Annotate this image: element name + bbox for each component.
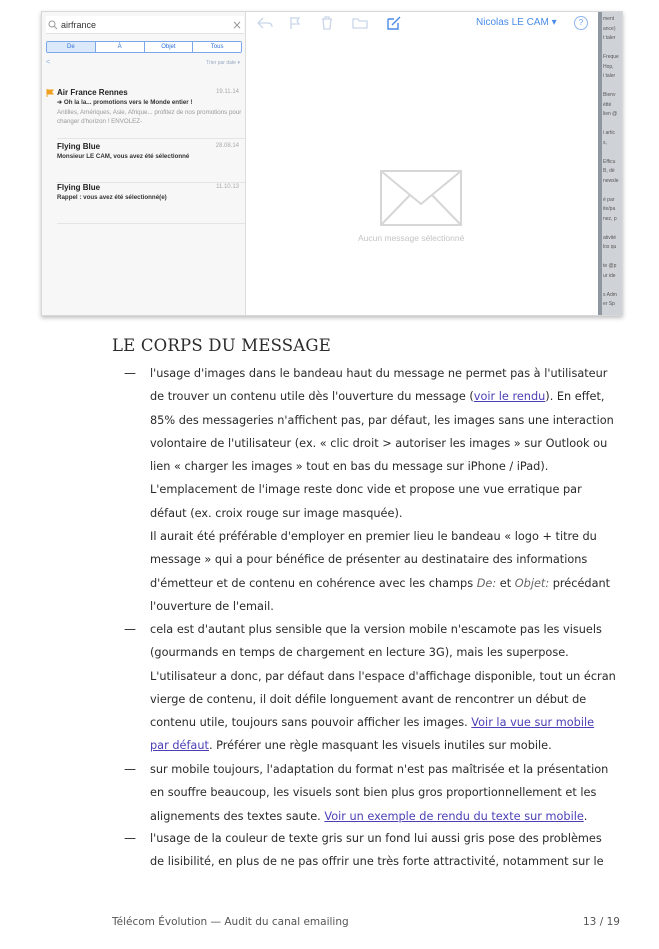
strip-text-line: é par — [603, 196, 615, 203]
strip-text-line: Bienv — [603, 92, 616, 98]
search-icon — [48, 20, 58, 30]
sort-row — [46, 59, 242, 69]
reply-icon[interactable] — [256, 16, 274, 30]
mobile-view-link-continued[interactable]: par défaut — [150, 739, 209, 753]
bullet-dash: — — [124, 622, 136, 636]
text-line: vierge de contenu, il doit défile longuement avant de rencontrer un début de — [150, 692, 587, 706]
search-field[interactable] — [46, 16, 244, 34]
field-objet: Objet: — [514, 576, 550, 590]
text-line: en souffre beaucoup, les visuels sont bien plus gros proportionnellement et les — [150, 786, 597, 800]
scope-tab-a[interactable]: À — [96, 42, 145, 52]
bullet-text — [150, 618, 622, 758]
strip-text-line: ite/pa — [603, 206, 616, 212]
strip-text-line: i taler — [603, 73, 616, 79]
text-span: précédant — [549, 576, 611, 590]
strip-text-line: newsle — [603, 177, 619, 184]
mobile-view-link[interactable]: Voir la vue sur mobile — [471, 716, 595, 730]
text-line: 85% des messageries n'affichent pas, par défaut, les images sans une interaction — [150, 413, 614, 427]
text-span: . Préférer une règle masquant les visuels inutiles sur mobile. — [208, 739, 552, 753]
text-line: l'usage d'images dans le bandeau haut du message ne permet pas à l'utilisateur — [150, 367, 608, 380]
bullet-dash: — — [124, 762, 136, 776]
list-item[interactable] — [42, 183, 245, 223]
footer-title: Télécom Évolution — Audit du canal emailing — [112, 916, 349, 928]
text-line: défaut (ex. croix rouge sur image masquée). — [150, 506, 403, 520]
strip-text-line: Freque — [603, 54, 619, 60]
message-date: 11.10.13 — [216, 184, 239, 190]
list-item[interactable] — [42, 142, 245, 182]
text-line: lien « charger les images » tout en bas du message sur iPhone / iPad). — [150, 460, 549, 474]
text-line — [150, 572, 622, 595]
text-line: message » qui a pour bénéfice de présenter au destinataire des informations — [150, 553, 588, 567]
bullet-text — [150, 362, 622, 618]
strip-text-line: étté — [603, 101, 612, 108]
list-item[interactable] — [42, 88, 245, 138]
strip-text-line: nez, p — [603, 215, 617, 222]
adjacent-window-strip — [598, 12, 623, 315]
strip-text-line: er Sp — [603, 301, 615, 307]
empty-state-text: Aucun message sélectionné — [358, 233, 465, 243]
strip-text-line: te @p — [603, 263, 617, 269]
strip-text-line: B, dè — [603, 168, 615, 174]
message-date: 19.11.14 — [216, 89, 239, 95]
strip-text-line: i artic — [603, 130, 615, 136]
strip-text-line: Hop, — [603, 63, 614, 70]
flag-icon — [46, 89, 54, 97]
voir-le-rendu-link[interactable]: voir le rendu — [473, 390, 546, 404]
bullet-dash: — — [124, 366, 136, 380]
strip-text-line: ur ide — [603, 272, 616, 279]
help-icon[interactable]: ? — [574, 16, 588, 30]
text-span: alignements des textes saute. — [150, 809, 325, 823]
strip-text-line: ance) — [603, 25, 616, 32]
page-number: 13 / 19 — [583, 916, 620, 928]
text-line: de lisibilité, en plus de ne pas offrir une très forte attractivité, notamment sur le — [150, 855, 604, 869]
divider — [57, 223, 245, 224]
strip-text-line: s, — [603, 139, 607, 146]
flag-toolbar-icon[interactable] — [288, 16, 302, 30]
strip-text-line: s Adm — [603, 291, 617, 298]
section-heading: LE CORPS DU MESSAGE — [112, 336, 332, 355]
mobile-text-example-link[interactable]: Voir un exemple de rendu du texte sur mobile — [324, 809, 584, 823]
strip-text-line: los qu — [603, 244, 617, 250]
text-span: contenu utile, toujours sans pouvoir afficher les images. — [150, 716, 472, 730]
text-span: d'émetteur et de contenu en cohérence avec les champs — [150, 576, 477, 590]
divider — [57, 138, 245, 139]
strip-text-line: ativité — [603, 234, 617, 241]
text-line — [150, 385, 622, 408]
text-line: l'ouverture de l'email. — [150, 599, 274, 613]
message-date: 28.08.14 — [215, 143, 239, 149]
message-list-pane — [42, 12, 246, 315]
search-scope-tabs — [46, 41, 242, 53]
text-line: volontaire de l'utilisateur (ex. « clic droit > autoriser les images » sur Outlook ou — [150, 436, 608, 450]
text-line: L'emplacement de l'image reste donc vide et propose une vue erratique par — [150, 483, 582, 497]
strip-text-line: Efficu — [603, 158, 616, 165]
strip-text-line: lien @ — [603, 111, 618, 117]
text-line: cela est d'autant plus sensible que la version mobile n'escamote pas les visuels — [150, 623, 602, 636]
text-line — [150, 711, 622, 734]
bullet-dash: — — [124, 831, 136, 845]
trash-icon[interactable] — [320, 16, 334, 30]
message-subject: ➔ Oh la la... promotions vers le Monde entier ! — [57, 99, 193, 106]
bullet-text — [150, 827, 622, 874]
envelope-icon — [380, 170, 462, 226]
message-sender: Air France Rennes — [57, 88, 128, 97]
scope-tab-objet[interactable]: Objet — [145, 42, 194, 52]
scope-tab-tous[interactable]: Tous — [193, 42, 241, 52]
strip-text-line: t taler — [603, 35, 616, 41]
text-span: . — [583, 809, 588, 823]
text-line — [150, 805, 622, 828]
text-line — [150, 734, 622, 757]
window-edge — [598, 12, 602, 315]
bullet-text — [150, 758, 622, 828]
clear-search-icon[interactable]: × — [231, 17, 243, 32]
compose-icon[interactable] — [386, 16, 402, 30]
mail-client-screenshot — [41, 11, 623, 316]
text-line: (gourmands en temps de chargement en lecture 3G), mais les superpose. — [150, 646, 569, 660]
sort-menu[interactable]: Trier par date ▾ — [206, 60, 240, 66]
account-menu[interactable]: Nicolas LE CAM ▾ — [476, 17, 557, 28]
message-subject: Monsieur LE CAM, vous avez été sélectionné — [57, 153, 190, 160]
text-span: de trouver un contenu utile dès l'ouverture du message ( — [150, 390, 474, 404]
folder-icon[interactable] — [352, 16, 368, 30]
message-preview: Antilles, Amériques, Asie, Afrique... profitez de nos promotions pour changer d'horizon ! ENVOLEZ- — [57, 109, 242, 125]
scope-tab-de[interactable]: De — [47, 42, 96, 52]
message-subject: Rappel : vous avez été sélectionné(e) — [57, 194, 167, 201]
text-span: ). En effet, — [545, 390, 605, 404]
text-line: sur mobile toujours, l'adaptation du format n'est pas maîtrisée et la présentation — [150, 763, 609, 776]
field-de: De: — [476, 576, 497, 590]
search-query: airfrance — [61, 19, 97, 30]
strip-text-line: ment — [603, 16, 615, 22]
message-sender: Flying Blue — [57, 183, 101, 192]
message-sender: Flying Blue — [57, 142, 101, 151]
back-chevron-icon[interactable]: < — [46, 59, 51, 66]
text-line: L'utilisateur a donc, par défaut dans l'espace d'affichage disponible, tout un écran — [150, 669, 616, 683]
text-line: Il aurait été préférable d'employer en premier lieu le bandeau « logo + titre du — [150, 530, 597, 544]
text-span: et — [496, 576, 515, 590]
text-line: l'usage de la couleur de texte gris sur un fond lui aussi gris pose des problèmes — [150, 832, 602, 845]
